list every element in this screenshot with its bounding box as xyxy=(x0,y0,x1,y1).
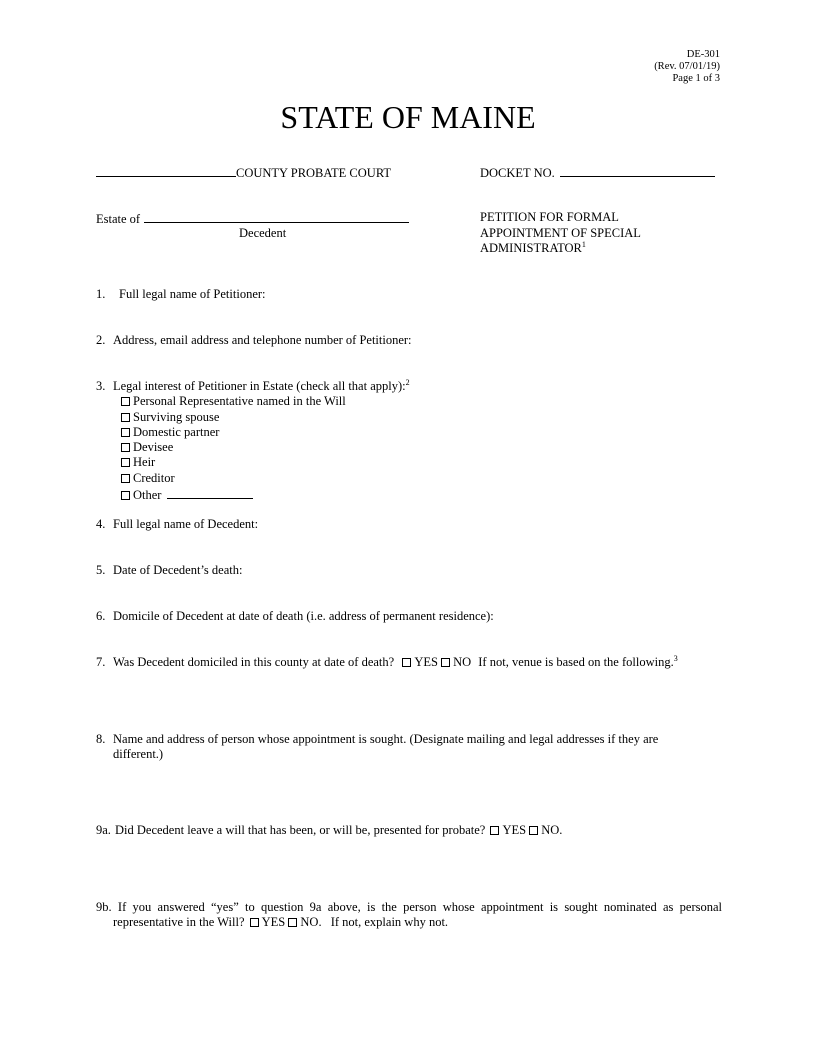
petition-title-line1: PETITION FOR FORMAL xyxy=(480,210,619,224)
checkbox[interactable] xyxy=(121,413,130,422)
question-6-number: 6. xyxy=(96,609,106,623)
question-9b-line2 xyxy=(113,915,448,930)
checkbox[interactable] xyxy=(121,474,130,483)
question-7 xyxy=(96,655,678,670)
question-1 xyxy=(96,287,266,302)
checkbox[interactable] xyxy=(121,491,130,500)
checkbox[interactable] xyxy=(121,397,130,406)
question-8-text-line1: Name and address of person whose appointment is sought. (Designate mailing and legal addresses if they are xyxy=(113,732,659,746)
question-3-text: Legal interest of Petitioner in Estate (check all that apply): xyxy=(113,379,406,393)
county-court-line xyxy=(96,164,391,181)
question-6-text: Domicile of Decedent at date of death (i.e. address of permanent residence): xyxy=(113,609,494,623)
county-blank[interactable] xyxy=(96,164,236,177)
question-7-text: Was Decedent domiciled in this county at date of death? xyxy=(113,655,395,669)
page-number: Page 1 of 3 xyxy=(672,73,720,84)
nominated-no-label: NO. xyxy=(300,915,322,929)
option-label: Heir xyxy=(133,455,156,469)
footnote-ref-1: 1 xyxy=(581,240,586,249)
checkbox[interactable] xyxy=(121,458,130,467)
question-4-number: 4. xyxy=(96,517,106,531)
question-4-text: Full legal name of Decedent: xyxy=(113,517,259,531)
interest-option-surviving-spouse[interactable] xyxy=(121,410,219,425)
page-title: STATE OF MAINE xyxy=(280,99,536,135)
nominated-no-checkbox[interactable] xyxy=(288,918,297,927)
question-6 xyxy=(96,609,494,624)
question-1-number: 1. xyxy=(96,287,106,301)
will-yes-label: YES xyxy=(502,823,527,837)
question-5-text: Date of Decedent’s death: xyxy=(113,563,243,577)
interest-option-heir[interactable] xyxy=(121,455,155,470)
estate-line xyxy=(96,210,409,227)
petition-title-line3 xyxy=(480,241,586,256)
interest-option-other[interactable] xyxy=(121,486,253,503)
petition-title-line3-text: ADMINISTRATOR xyxy=(480,241,582,255)
question-4 xyxy=(96,517,258,532)
interest-option-domestic-partner[interactable] xyxy=(121,425,219,440)
decedent-caption: Decedent xyxy=(239,226,287,240)
question-3-number: 3. xyxy=(96,379,106,393)
footnote-ref-3: 3 xyxy=(673,654,678,663)
option-label: Domestic partner xyxy=(133,425,220,439)
interest-option-personal-rep[interactable] xyxy=(121,394,346,409)
form-revision: (Rev. 07/01/19) xyxy=(654,61,720,72)
domicile-no-label: NO xyxy=(453,655,472,669)
other-blank[interactable] xyxy=(167,486,253,499)
option-label: Personal Representative named in the Will xyxy=(133,394,346,408)
checkbox[interactable] xyxy=(121,443,130,452)
will-yes-checkbox[interactable] xyxy=(490,826,499,835)
question-9b-text-line2: representative in the Will? xyxy=(113,915,245,929)
domicile-yes-checkbox[interactable] xyxy=(402,658,411,667)
interest-option-creditor[interactable] xyxy=(121,471,175,486)
county-court-label: COUNTY PROBATE COURT xyxy=(236,166,392,180)
petition-title-line2: APPOINTMENT OF SPECIAL xyxy=(480,226,641,240)
domicile-yes-label: YES xyxy=(414,655,438,669)
question-9b-number: 9b. xyxy=(96,900,112,914)
docket-label: DOCKET NO. xyxy=(480,166,555,180)
docket-blank[interactable] xyxy=(560,164,715,177)
question-5-number: 5. xyxy=(96,563,106,577)
docket-line xyxy=(480,164,715,181)
question-9a-text: Did Decedent leave a will that has been, or will be, presented for probate? xyxy=(115,823,486,837)
option-label: Creditor xyxy=(133,471,175,485)
nominated-yes-checkbox[interactable] xyxy=(250,918,259,927)
question-5 xyxy=(96,563,242,578)
question-7-number: 7. xyxy=(96,655,106,669)
question-1-text: Full legal name of Petitioner: xyxy=(119,287,266,301)
will-no-checkbox[interactable] xyxy=(529,826,538,835)
form-id: DE-301 xyxy=(686,49,720,60)
question-3 xyxy=(96,379,410,394)
footnote-ref-2: 2 xyxy=(405,378,410,387)
nominated-yes-label: YES xyxy=(261,915,286,929)
estate-label: Estate of xyxy=(96,212,141,226)
question-9a xyxy=(96,823,562,838)
checkbox[interactable] xyxy=(121,428,130,437)
domicile-no-checkbox[interactable] xyxy=(441,658,450,667)
question-2 xyxy=(96,333,412,348)
interest-option-devisee[interactable] xyxy=(121,440,173,455)
question-2-text: Address, email address and telephone number of Petitioner: xyxy=(113,333,412,347)
question-8-text-line2: different.) xyxy=(113,747,164,761)
option-label: Other xyxy=(133,488,162,502)
question-9a-number: 9a. xyxy=(96,823,111,837)
estate-blank[interactable] xyxy=(144,210,409,223)
will-no-label: NO. xyxy=(541,823,563,837)
question-9b-text-line1: If you answered “yes” to question 9a above, is the person whose appointment is sought nominated as personal xyxy=(117,900,722,914)
question-8-number: 8. xyxy=(96,732,106,746)
option-label: Devisee xyxy=(133,440,174,454)
question-8 xyxy=(96,732,658,747)
question-9b-explain: If not, explain why not. xyxy=(330,915,449,929)
option-label: Surviving spouse xyxy=(133,410,220,424)
question-9b xyxy=(96,900,722,915)
question-2-number: 2. xyxy=(96,333,106,347)
question-7-followup: If not, venue is based on the following. xyxy=(478,655,674,669)
